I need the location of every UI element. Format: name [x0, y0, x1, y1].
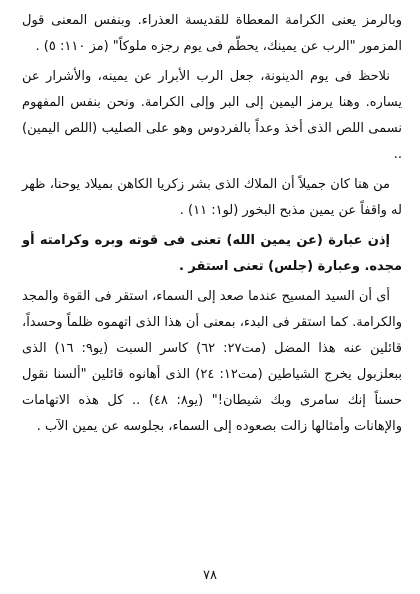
page-body	[22, 8, 402, 586]
paragraph-5: أى أن السيد المسيح عندما صعد إلى السماء، استقر فى القوة والمجد والكرامة. كما استقر فى البدء، بمعنى أن هذا الذى اتهموه ظلماً وحسداً، قائلين عنه هذا المضل (مت٢٧: ٦٢) كاسر السبت (يو٩: ١٦) الذى ببعلزبول يخرج الشياطين (مت١٢: ٢٤) الذى أهانوه قائلين "ألسنا نقول حسناً إنك سامرى وبك شيطان!" (يو٨: ٤٨) .. كل هذه الاتهامات والإهانات وأمثالها زالت بصعوده إلى السماء، بجلوسه عن يمين الآب .	[22, 289, 403, 434]
paragraph-4-bold: إذن عبارة (عن يمين الله) تعنى فى قوته وبره وكرامته أو مجده. وعبارة (جلس) تعنى استقر .	[22, 233, 402, 274]
page-number: ٧٨	[203, 568, 217, 583]
paragraph-2: نلاحظ فى يوم الدينونة، جعل الرب الأبرار عن يمينه، والأشرار عن يساره. وهنا يرمز اليمين إلى البر وإلى الكرامة. ونحن بنفس المفهوم نسمى اللص الذى أخذ وعداً بالفردوس وهو على الصليب (اللص اليمين) ..	[22, 69, 402, 162]
paragraph-1: وبالرمز يعنى الكرامة المعطاة للقديسة العذراء. وبنفس المعنى قول المزمور "الرب عن يمينك، يحطّم فى يوم رجزه ملوكاً" (مز ١١٠: ٥) .	[22, 13, 402, 54]
paragraph-3: من هنا كان جميلاً أن الملاك الذى بشر زكريا الكاهن بميلاد يوحنا، ظهر له واقفاً عن يمين مذبح البخور (لو١: ١١) .	[22, 177, 402, 218]
